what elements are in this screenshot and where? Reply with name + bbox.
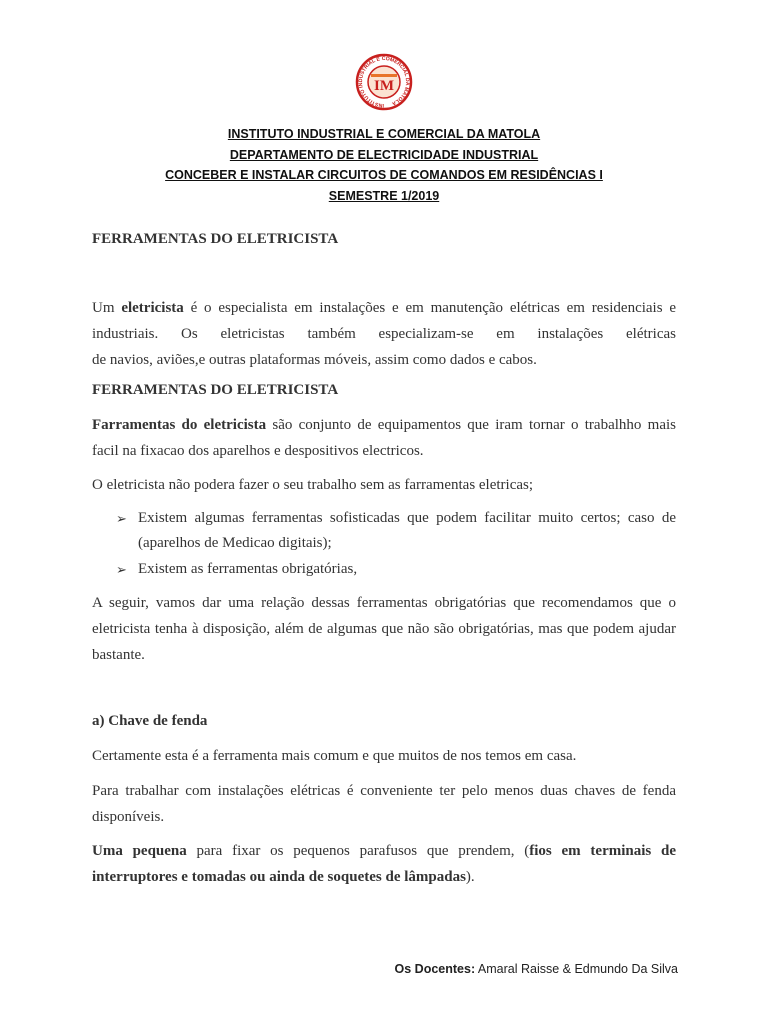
pequena-paragraph	[92, 838, 676, 890]
intro-paragraph	[92, 295, 676, 373]
footer-label: Os Docentes:	[394, 962, 476, 976]
intro-pre: Um	[92, 300, 122, 316]
list-item	[116, 506, 676, 556]
arrow-bullet-icon: ➢	[116, 562, 127, 577]
pequena-mid: para fixar os pequenos parafusos que prendem, (	[186, 843, 530, 859]
logo-emblem	[347, 52, 421, 112]
pequena-bold1: Uma pequena	[92, 843, 187, 859]
section-a-title: a) Chave de fenda	[92, 713, 208, 729]
definition-text: são conjunto de equipamentos que iram tornar o trabalhho mais facil na fixacao dos aparelhos e despositivos electricos.	[92, 417, 676, 459]
pequena-end: ).	[465, 869, 475, 885]
arrow-bullet-icon: ➢	[116, 511, 127, 526]
institute-logo	[347, 52, 421, 112]
header-institute: INSTITUTO INDUSTRIAL E COMERCIAL DA MATOLA	[227, 127, 541, 141]
header-department: DEPARTAMENTO DE ELECTRICIDADE INDUSTRIAL	[229, 147, 539, 162]
intro-bold-term: eletricista	[121, 300, 184, 316]
list-item-text: Existem algumas ferramentas sofisticadas que podem facilitar muito certos; caso de (aparelhos de Medicao digitais);	[138, 510, 676, 551]
logo-monogram: IM	[374, 78, 394, 94]
certamente-paragraph: Certamente esta é a ferramenta mais comum e que muitos de nos temos em casa.	[92, 748, 577, 764]
intro-line2: industriais. Os eletricistas também especializam-se em instalações elétricas	[92, 326, 676, 342]
section-title-2: FERRAMENTAS DO ELETRICISTA	[92, 382, 339, 398]
seguir-paragraph: A seguir, vamos dar uma relação dessas ferramentas obrigatórias que recomendamos que o eletricista tenha à disposição, além de algumas que não são obrigatórias, mas que podem ajudar bastante.	[92, 595, 676, 663]
header-semester: SEMESTRE 1/2019	[328, 188, 440, 203]
header-course: CONCEBER E INSTALAR CIRCUITOS DE COMANDOS EM RESIDÊNCIAS I	[165, 168, 603, 182]
section-title-1: FERRAMENTAS DO ELETRICISTA	[92, 231, 339, 247]
cannot-paragraph: O eletricista não podera fazer o seu trabalho sem as farramentas eletricas;	[92, 477, 534, 493]
definition-paragraph	[92, 412, 676, 464]
definition-term: Farramentas do eletricista	[92, 417, 267, 433]
list-item-text: Existem as ferramentas obrigatórias,	[138, 561, 358, 577]
trabalhar-paragraph: Para trabalhar com instalações elétricas é conveniente ter pelo menos duas chaves de fenda disponíveis.	[92, 783, 676, 825]
logo-ring-text: INSTITUTO INDUSTRIAL E COMERCIAL DA MATOLA	[357, 55, 411, 109]
list-item	[116, 557, 676, 582]
footer-docentes	[395, 962, 678, 976]
footer-names: Amaral Raisse & Edmundo Da Silva	[475, 962, 678, 976]
pequena-bold2: fios em terminais de interruptores e tomadas ou ainda de soquetes de lâmpadas	[92, 843, 676, 885]
intro-line1: é o especialista em instalações e em manutenção elétricas em residenciais e	[183, 300, 677, 316]
intro-line3: de navios, aviões,e outras plataformas móveis, assim como dados e cabos.	[92, 352, 537, 368]
document-header	[0, 124, 768, 206]
